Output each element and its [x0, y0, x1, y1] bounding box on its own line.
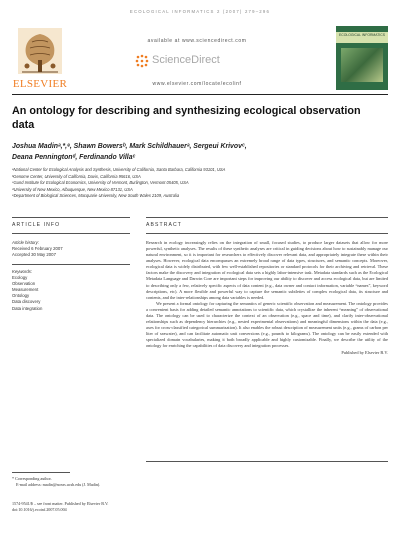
footnote-divider [12, 472, 70, 473]
abstract-paragraph-2: We present a formal ontology for capturing the semantics of generic scientific observation and measurement. The ontology provides a convenient basis for adding detailed semantic annotations to scientific data, which crystallize the inherent “meaning” of observational data. The ontology can be used to characterize the context of an observation (e.g., space and time), and clarify inter-observational relationships such as dependency hierarchies (e.g., nested experimental observations) and meaningful dimensions within the data (e.g., axes for cross-classified categorical summarization). It also enables the robust description of measurement units (e.g., grams of carbon per liter of seawater), and can facilitate automatic unit conversions (e.g., pounds to kilograms). The ontology can be easily extended with specialized domain vocabularies, making it both broadly applicable and highly customizable. Finally, we describe the utility of the ontology for enriching the capabilities of data discovery and integration processes. [146, 300, 388, 349]
article-info-rule-top [12, 217, 130, 218]
abstract-heading: ABSTRACT [146, 222, 182, 228]
keyword-item: Measurement [12, 287, 39, 293]
sciencedirect-logo[interactable] [134, 53, 274, 69]
abstract-rule-end [146, 461, 388, 462]
journal-url-link[interactable]: www.elsevier.com/locate/ecolinf [152, 81, 242, 87]
article-history [12, 240, 130, 258]
footnotes [12, 476, 212, 488]
journal-cover-thumbnail[interactable] [336, 26, 388, 90]
keywords-block [12, 269, 130, 312]
abstract-rule-bottom [146, 233, 388, 234]
keywords-rule [12, 264, 130, 265]
sciencedirect-wordmark: ScienceDirect [152, 54, 220, 66]
abstract-paragraph-1: Research in ecology increasingly relies on the integration of small, focused studies, to produce larger datasets that allow for more powerful, synthetic analyses. The results of these synthetic analyses are critical in guiding decisions about how to sustainably manage our natural environment, so it is important for researchers to effectively discover relevant data, and appropriately integrate these within their analyses. However, ecological data encompasses an extremely broad range of data types, structures, and semantic concepts. Moreover, ecological data is widely distributed, with few well-established repositories or standard protocols for their archiving and retrieval. These factors make the discovery and integration of ecological data sets a highly labor-intensive task. Metadata standards such as the Ecological Metadata Language and Darwin Core are important steps for improving our ability to discover and access ecological data, but are limited to describing only a few, relatively specific aspects of data content (e.g., data owner and contact information, variable “names”, keyword descriptions, etc). A more flexible and powerful way to capture the semantic subtleties of complex ecological data, its structure and contents, and the inter-relationships among data variables is needed. [146, 240, 388, 300]
abstract-rule-top [146, 217, 388, 218]
running-head: ECOLOGICAL INFORMATICS 2 (2007) 279–296 [129, 9, 271, 14]
affiliation-c: ᶜGund Institute for Ecological Economics, University of Vermont, Burlington, Vermont 05405, USA [12, 180, 189, 186]
author-line-1: Joshua Madinᵃ,*,ᵉ, Shawn Bowersᵇ, Mark Schildhauerᵃ, Sergeui Krivovᶜ, [12, 143, 247, 150]
issn-line: 1574-9541/$ – see front matter. Published by Elsevier B.V. [12, 501, 109, 506]
corresponding-author-note: * Corresponding author. [12, 476, 52, 481]
sciencedirect-icon [134, 53, 150, 69]
email-address[interactable]: E-mail address: madin@nceas.ucsb.edu (J. Madin). [16, 482, 101, 487]
keyword-item: Observation [12, 281, 36, 287]
keyword-item: Ontology [12, 293, 30, 299]
header-divider [12, 94, 388, 95]
keyword-item: Ecology [12, 275, 28, 281]
elsevier-logo[interactable] [12, 26, 68, 90]
affiliations [12, 167, 388, 200]
available-at-text: available at www.sciencedirect.com [147, 38, 247, 44]
affiliation-a: ᵃNational Center for Ecological Analysis and Synthesis, University of California, Santa Barbara, California 93101, USA [12, 167, 226, 172]
author-list [12, 141, 382, 163]
abstract-body [146, 240, 388, 356]
doi-link[interactable]: doi:10.1016/j.ecoinf.2007.05.004 [12, 507, 67, 512]
author-line-2: Deana Penningtonᵈ, Ferdinando Villaᶜ [12, 154, 136, 161]
affiliation-d: ᵈUniversity of New Mexico, Albuquerque, New Mexico 87131, USA [12, 186, 133, 192]
cover-title-text: ECOLOGICAL INFORMATICS [339, 33, 385, 37]
article-title: An ontology for describing and synthesizing ecological observation data [12, 105, 361, 131]
keywords-label: Keywords: [12, 269, 33, 274]
article-info-heading: ARTICLE INFO [12, 222, 61, 228]
keyword-item: Data discovery [12, 299, 41, 305]
elsevier-wordmark: ELSEVIER [12, 78, 68, 90]
affiliation-e: ᵉDepartment of Biological Sciences, Macquarie University, New South Wales 2109, Australia [12, 193, 180, 199]
accepted-date: Accepted 30 May 2007 [12, 252, 56, 258]
cover-image [341, 48, 383, 82]
elsevier-tree-icon [12, 26, 68, 76]
affiliation-b: ᵇGenome Center, University of California, Davis, California 95616, USA [12, 173, 141, 179]
article-info-rule-bottom [12, 233, 130, 234]
received-date: Received 6 February 2007 [12, 246, 63, 252]
publisher-line: Published by Elsevier B.V. [341, 349, 388, 355]
issn-block [12, 501, 262, 513]
masthead [12, 26, 388, 90]
history-label: Article history: [12, 240, 39, 245]
keyword-item: Data integration [12, 305, 43, 311]
